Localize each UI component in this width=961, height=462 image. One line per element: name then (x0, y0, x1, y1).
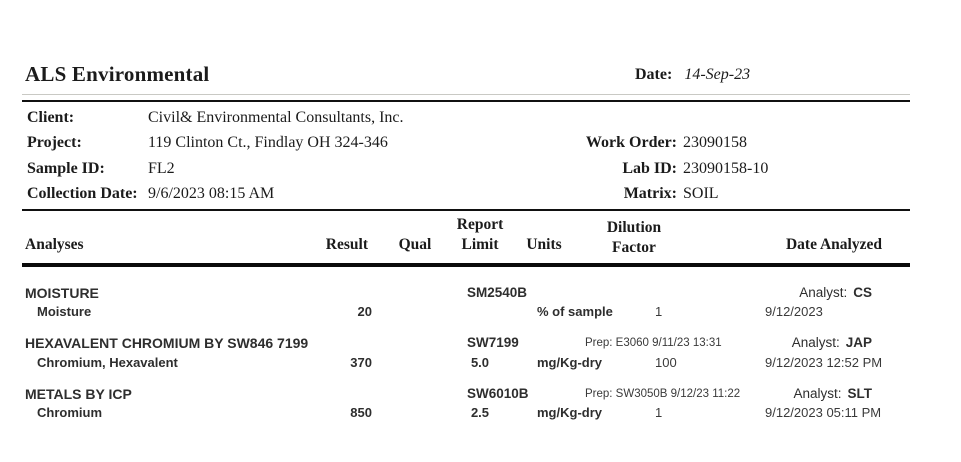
cell-units: mg/Kg-dry (537, 405, 602, 420)
lab-id-value: 23090158-10 (683, 160, 769, 177)
analyst (700, 386, 872, 401)
report-date-label: Date: (635, 66, 673, 83)
cell-report-limit: 2.5 (470, 405, 490, 420)
cell-result: 850 (350, 405, 372, 420)
cell-date-analyzed: 9/12/2023 (765, 304, 823, 319)
prep-info: Prep: E3060 9/11/23 13:31 (585, 337, 722, 349)
company-name: ALS Environmental (25, 62, 210, 86)
col-header-report-limit: Report (456, 216, 504, 233)
analyst-value: SLT (847, 386, 872, 401)
collection-date-label: Collection Date: (27, 185, 138, 202)
work-order-label: Work Order: (585, 134, 677, 151)
cell-units: % of sample (537, 304, 613, 319)
cell-dilution-factor: 1 (655, 405, 663, 420)
col-header-qual: Qual (398, 236, 432, 253)
header-rule (22, 100, 910, 102)
section-title: HEXAVALENT CHROMIUM BY SW846 7199 (25, 335, 309, 351)
section-title: METALS BY ICP (25, 386, 132, 402)
cell-result: 20 (357, 304, 372, 319)
client-value: Civil& Environmental Consultants, Inc. (148, 109, 404, 126)
method-code: SW6010B (467, 386, 529, 401)
cell-analyte: Moisture (37, 304, 92, 319)
cell-dilution-factor: 100 (655, 355, 677, 370)
cell-date-analyzed: 9/12/2023 12:52 PM (765, 355, 883, 370)
cell-analyte: Chromium (37, 405, 102, 420)
sample-id-value: FL2 (148, 160, 175, 177)
cell-result: 370 (350, 355, 372, 370)
cell-date-analyzed: 9/12/2023 05:11 PM (765, 405, 882, 420)
col-header-dilution-factor-2: Factor (612, 239, 656, 256)
client-label: Client: (27, 109, 75, 126)
analyst-label: Analyst: (791, 335, 840, 350)
sample-id-label: Sample ID: (27, 160, 105, 177)
work-order-value: 23090158 (683, 134, 747, 151)
col-header-analyses: Analyses (25, 236, 84, 253)
method-code: SM2540B (467, 285, 528, 300)
cell-report-limit: 5.0 (470, 355, 490, 370)
matrix-label: Matrix: (623, 185, 677, 202)
report-date-value: 14-Sep-23 (684, 66, 751, 83)
col-header-result: Result (325, 236, 368, 253)
analyst-label: Analyst: (793, 386, 842, 401)
project-value: 119 Clinton Ct., Findlay OH 324-346 (148, 134, 388, 151)
report-date (635, 66, 750, 84)
analyst (700, 285, 872, 300)
col-header-units: Units (526, 236, 562, 253)
col-header-report-limit-2: Limit (461, 236, 499, 253)
analyst-value: JAP (845, 335, 872, 350)
cell-dilution-factor: 1 (655, 304, 663, 319)
table-header-rule (22, 263, 910, 267)
section-title: MOISTURE (25, 285, 99, 301)
prep-info: Prep: SW3050B 9/12/23 11:22 (585, 388, 741, 400)
col-header-dilution-factor: Dilution (606, 219, 662, 236)
lab-id-label: Lab ID: (622, 160, 677, 177)
collection-date-value: 9/6/2023 08:15 AM (148, 185, 275, 202)
info-divider-rule (22, 209, 910, 211)
analyst-value: CS (853, 285, 872, 300)
project-label: Project: (27, 134, 82, 151)
col-header-date-analyzed: Date Analyzed (785, 236, 882, 253)
analyst-label: Analyst: (799, 285, 848, 300)
method-code: SW7199 (467, 335, 519, 350)
analyst (700, 335, 872, 350)
matrix-value: SOIL (683, 185, 719, 202)
cell-units: mg/Kg-dry (537, 355, 602, 370)
header-rule-light (22, 94, 910, 95)
cell-analyte: Chromium, Hexavalent (37, 355, 178, 370)
